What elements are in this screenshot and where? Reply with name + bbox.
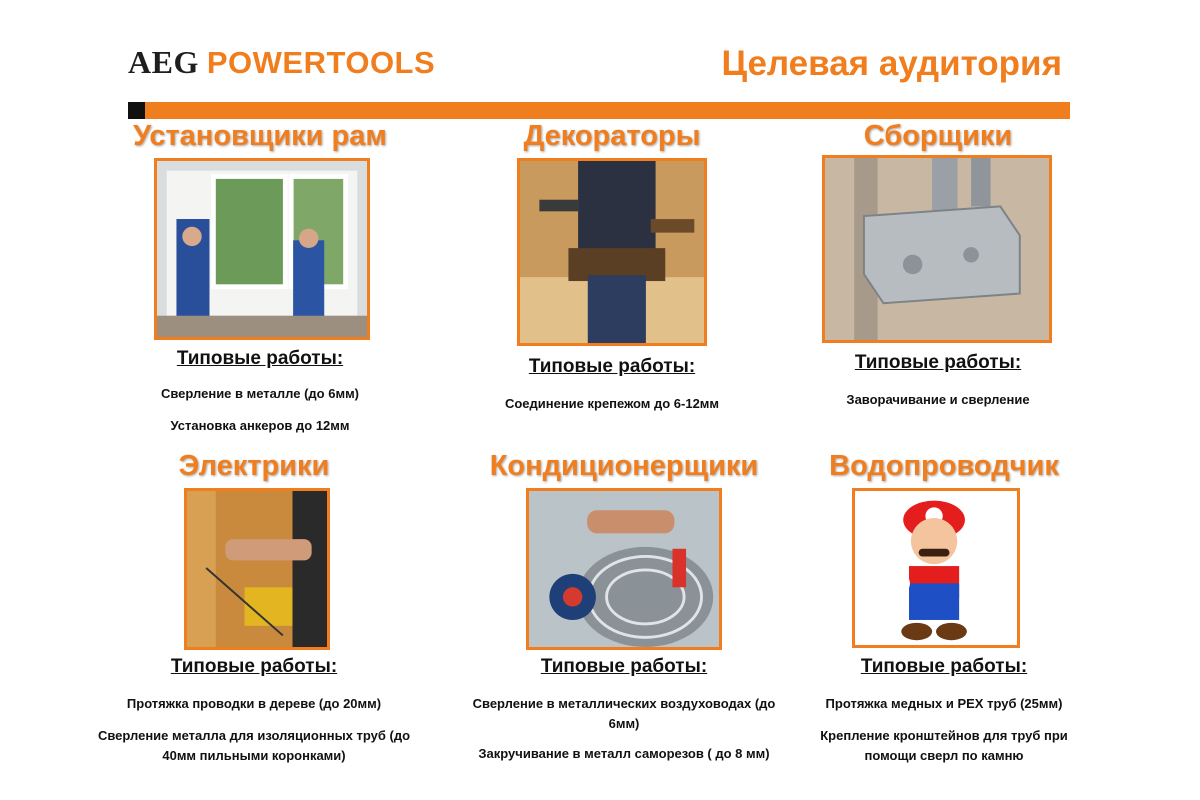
audience-plumber <box>794 450 1094 790</box>
task-item: Крепление кронштейнов для труб при помощи сверл по камню <box>820 728 1068 763</box>
work-title: Типовые работы: <box>528 356 696 377</box>
task-item: Протяжка медных и PEX труб (25мм) <box>825 696 1063 711</box>
audience-title: Электрики <box>178 450 330 482</box>
plumber-character-photo <box>852 488 1020 648</box>
task-item: Закручивание в металл саморезов ( до 8 мм) <box>478 746 770 761</box>
audience-window-installers <box>110 120 410 440</box>
audience-title: Сборщики <box>863 120 1013 152</box>
task-item: Сверление в металле (до 6мм) <box>160 386 360 401</box>
audience-title: Водопроводчик <box>829 450 1059 482</box>
decorator-toolbelt-photo <box>517 158 707 346</box>
header-rule <box>128 102 1070 119</box>
task-item: Сверление металла для изоляционных труб (до 40мм пильными коронками) <box>97 728 411 763</box>
audience-title: Декораторы <box>523 120 701 152</box>
task-item: Соединение крепежом до 6-12мм <box>504 396 720 411</box>
metal-junction-box-photo <box>822 155 1052 343</box>
task-item: Сверление в металлических воздуховодах (до 6мм) <box>472 696 776 731</box>
audience-title: Установщики рам <box>133 120 387 152</box>
audience-decorators <box>462 120 762 440</box>
work-title: Типовые работы: <box>176 348 344 369</box>
header-rule-block <box>128 102 145 119</box>
task-item: Протяжка проводки в дереве (до 20мм) <box>126 696 382 711</box>
work-title: Типовые работы: <box>170 656 338 677</box>
ac-unit-repair-photo <box>526 488 722 650</box>
work-title: Типовые работы: <box>860 656 1028 677</box>
window-installers-photo <box>154 158 370 340</box>
task-item: Заворачивание и сверление <box>846 392 1030 407</box>
slide-title: Целевая аудитория <box>721 44 1062 83</box>
electrician-wiring-photo <box>184 488 330 650</box>
work-title: Типовые работы: <box>854 352 1022 373</box>
work-title: Типовые работы: <box>540 656 708 677</box>
audience-ac-technicians <box>474 450 774 790</box>
task-item: Установка анкеров до 12мм <box>170 418 350 433</box>
audience-title: Кондиционерщики <box>489 450 759 482</box>
logo <box>128 44 435 81</box>
logo-brand: AEG <box>128 44 199 80</box>
audience-assemblers <box>788 120 1088 440</box>
audience-electricians <box>97 450 411 790</box>
logo-product: POWERTOOLS <box>206 45 436 80</box>
